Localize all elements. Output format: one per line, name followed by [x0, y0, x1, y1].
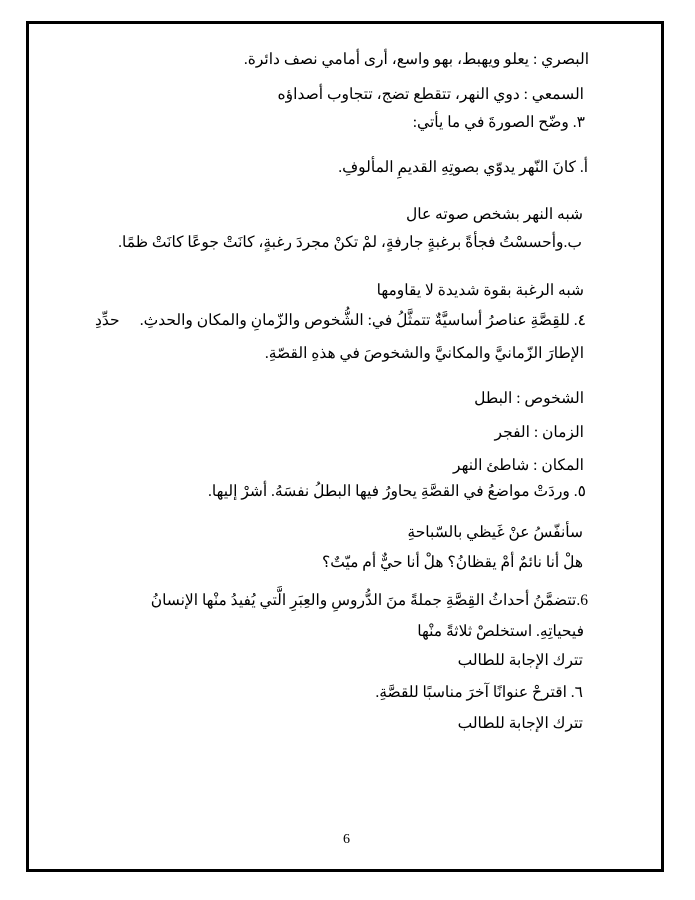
question-5: ٥. وردَتْ مواضعُ في القصَّةِ يحاورُ فيها البطلُ نفسَهُ. أشرْ إليها. — [208, 483, 586, 500]
answer-3a: شبه النهر بشخص صوته عال — [405, 206, 583, 223]
question-4-second-line: الإطارَ الزّمانيَّ والمكانيَّ والشخوصَ في هذهِ القصّةِ. — [264, 345, 584, 362]
page-border — [26, 21, 664, 872]
answer-6: تترك الإجابة للطالب — [457, 652, 583, 669]
question-4: ٤. للقِصَّةِ عناصرُ أساسيَّةٌ تتمثَّلُ في: الشُّخوص والزّمانِ والمكان والحدثِ. — [139, 312, 586, 329]
question-4-continuation-word: حدِّدِ — [95, 312, 120, 329]
auditory-imagery-line: السمعي : دوي النهر، تتقطع تضج، تتجاوب أصداؤه — [277, 86, 584, 103]
answer-5-first: سأنفّسُ عنْ غَيظي بالسّباحةِ — [407, 524, 583, 541]
question-3: ٣. وضّح الصورةَ في ما يأتي: — [412, 114, 585, 131]
question-3b: ب.وأحسسْتُ فجأةً برغبةٍ جارفةٍ، لمْ تكنْ مجردَ رغبةٍ، كانَتْ جوعًا كانَتْ ظمًا. — [118, 234, 582, 251]
page-number: 6 — [343, 832, 350, 847]
visual-imagery-line: البصري : يعلو ويهبط، بهو واسع، أرى أمامي نصف دائرة. — [243, 51, 589, 68]
answer-title: تترك الإجابة للطالب — [457, 715, 583, 732]
answer-5-second: هلْ أنا نائمٌ أمْ يقظانُ؟ هلْ أنا حيٌّ أم ميّتٌ؟ — [322, 554, 583, 571]
answer-characters: الشخوص : البطل — [474, 390, 584, 407]
answer-place: المكان : شاطئ النهر — [453, 457, 584, 474]
answer-time: الزمان : الفجر — [494, 424, 584, 441]
question-3a: أ. كانَ النّهر يدوّي بصوتِهِ القديمِ المألوفِ. — [338, 159, 588, 176]
question-6: 6.تتضمَّنُ أحداثُ القِصَّةِ جملةً منَ الدُّروسِ والعِبَرِ الَّتي يُفيدُ منْها الإنسانُ — [150, 592, 588, 609]
answer-3b: شبه الرغبة بقوة شديدة لا يقاومها — [376, 282, 584, 299]
question-6-second-line: فيحياتِهِ. استخلصْ ثلاثةً منْها — [417, 623, 584, 640]
question-title: ٦. اقترحْ عنوانًا آخرَ مناسبًا للقصَّةِ. — [375, 684, 583, 701]
